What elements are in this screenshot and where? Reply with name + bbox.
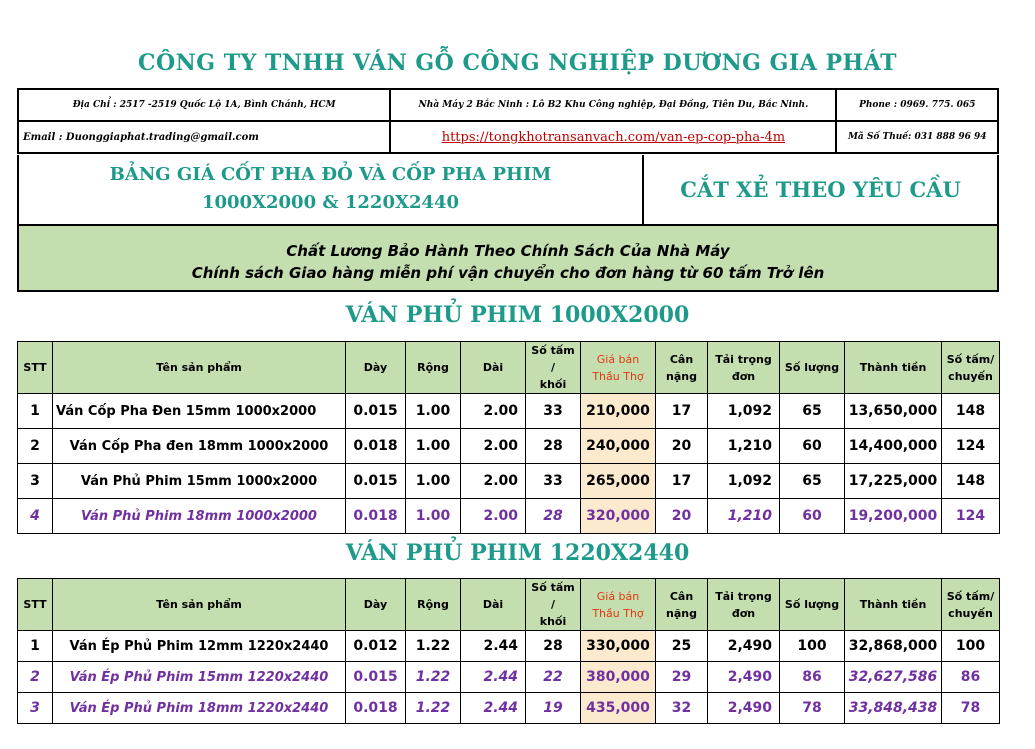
cell-thickness: 0.012: [346, 631, 406, 662]
cell-weight: 29: [656, 662, 708, 693]
cut-to-order-note: CẮT XẺ THEO YÊU CẦU: [680, 177, 961, 202]
table-header-row: [18, 342, 1000, 394]
cell-thickness: 0.018: [346, 693, 406, 724]
cell-product-name: Ván Ép Phủ Phim 18mm 1220x2440: [53, 693, 346, 724]
header-text: chuyến: [948, 606, 993, 620]
price-list-title: [19, 155, 644, 224]
col-price: [581, 342, 656, 394]
section-title-1220x2440: VÁN PHỦ PHIM 1220X2440: [345, 540, 690, 566]
cell-length: 2.44: [461, 631, 526, 662]
cell-stt: 3: [18, 464, 53, 499]
cell-sheets-per-block: 33: [526, 394, 581, 429]
cell-total: 17,225,000: [845, 464, 942, 499]
cell-thickness: 0.018: [346, 429, 406, 464]
header-text: Số tấm /: [531, 581, 575, 611]
cell-price: 435,000: [581, 693, 656, 724]
header-text: khối: [539, 378, 567, 391]
table-row: [18, 429, 1000, 464]
table-header-row: [18, 579, 1000, 631]
cell-sheets-per-trip: 148: [942, 464, 1000, 499]
cell-price: 330,000: [581, 631, 656, 662]
cell-weight: 17: [656, 394, 708, 429]
cell-weight: 17: [656, 464, 708, 499]
cell-length: 2.00: [461, 499, 526, 534]
price-list-banner: [17, 155, 999, 226]
cell-sheets-per-trip: 86: [942, 662, 1000, 693]
header-text: Cân: [669, 352, 694, 366]
cell-total: 14,400,000: [845, 429, 942, 464]
cell-stt: 3: [18, 693, 53, 724]
cell-total: 32,868,000: [845, 631, 942, 662]
cell-load: 1,092: [708, 464, 780, 499]
cell-sheets-per-trip: 124: [942, 429, 1000, 464]
price-table-1000x2000: [17, 341, 1000, 534]
notice-box: [17, 226, 999, 292]
col-thickness: Dày: [346, 579, 406, 631]
col-sheets-per-block: [526, 579, 581, 631]
cell-price: 380,000: [581, 662, 656, 693]
cell-sheets-per-trip: 100: [942, 631, 1000, 662]
phone: Phone : 0969. 775. 065: [836, 89, 998, 121]
header-text: Giá bán: [596, 352, 640, 366]
cell-quantity: 65: [780, 464, 845, 499]
col-weight: [656, 342, 708, 394]
table-row: [18, 394, 1000, 429]
cell-width: 1.22: [406, 693, 461, 724]
cell-width: 1.00: [406, 429, 461, 464]
col-sheets-per-block: [526, 342, 581, 394]
cell-product-name: Ván Phủ Phim 18mm 1000x2000: [53, 499, 346, 534]
cell-sheets-per-trip: 78: [942, 693, 1000, 724]
section-title-1000x2000: VÁN PHỦ PHIM 1000X2000: [345, 302, 690, 328]
cell-load: 1,210: [708, 499, 780, 534]
cell-stt: 1: [18, 394, 53, 429]
cell-load: 2,490: [708, 662, 780, 693]
table-row: [18, 631, 1000, 662]
header-text: nặng: [666, 606, 697, 620]
table-row: [18, 693, 1000, 724]
header-text: Tải trọng: [715, 589, 772, 603]
header-text: đơn: [731, 606, 756, 620]
cell-sheets-per-block: 28: [526, 429, 581, 464]
cell-price: 265,000: [581, 464, 656, 499]
col-total: Thành tiền: [845, 342, 942, 394]
cell-width: 1.22: [406, 631, 461, 662]
company-title: CÔNG TY TNHH VÁN GỖ CÔNG NGHIỆP DƯƠNG GIA PHÁT: [137, 50, 898, 76]
cell-width: 1.00: [406, 394, 461, 429]
col-total: Thành tiền: [845, 579, 942, 631]
col-quantity: Số lượng: [780, 342, 845, 394]
col-load: [708, 579, 780, 631]
header-text: Tải trọng: [715, 352, 772, 366]
col-stt: STT: [18, 342, 53, 394]
cell-length: 2.00: [461, 464, 526, 499]
cell-length: 2.00: [461, 429, 526, 464]
cell-stt: 4: [18, 499, 53, 534]
table-row: [18, 499, 1000, 534]
cell-sheets-per-block: 22: [526, 662, 581, 693]
col-length: Dài: [461, 579, 526, 631]
header-text: đơn: [731, 369, 756, 383]
price-list-title-line2: 1000X2000 & 1220X2440: [201, 192, 460, 213]
cell-stt: 1: [18, 631, 53, 662]
header-text: Thầu Thợ: [592, 606, 644, 620]
cell-stt: 2: [18, 662, 53, 693]
price-list-title-line1: BẢNG GIÁ CỐT PHA ĐỎ VÀ CỐP PHA PHIM: [109, 164, 552, 185]
cell-width: 1.00: [406, 499, 461, 534]
header-text: Giá bán: [596, 589, 640, 603]
col-stt: STT: [18, 579, 53, 631]
table-row: [18, 464, 1000, 499]
cell-price: 210,000: [581, 394, 656, 429]
col-load: [708, 342, 780, 394]
cell-length: 2.44: [461, 662, 526, 693]
cell-product-name: Ván Ép Phủ Phim 15mm 1220x2440: [53, 662, 346, 693]
cell-total: 13,650,000: [845, 394, 942, 429]
cell-quantity: 60: [780, 499, 845, 534]
address: Địa Chỉ : 2517 -2519 Quốc Lộ 1A, Bình Chánh, HCM: [18, 89, 390, 121]
cell-load: 2,490: [708, 693, 780, 724]
col-price: [581, 579, 656, 631]
cell-weight: 20: [656, 429, 708, 464]
col-width: Rộng: [406, 342, 461, 394]
cell-sheets-per-trip: 124: [942, 499, 1000, 534]
cell-weight: 20: [656, 499, 708, 534]
cell-width: 1.00: [406, 464, 461, 499]
col-length: Dài: [461, 342, 526, 394]
cell-sheets-per-trip: 148: [942, 394, 1000, 429]
col-sheets-per-trip: [942, 342, 1000, 394]
cell-product-name: Ván Ép Phủ Phim 12mm 1220x2440: [53, 631, 346, 662]
cell-weight: 32: [656, 693, 708, 724]
col-width: Rộng: [406, 579, 461, 631]
cell-price: 320,000: [581, 499, 656, 534]
delivery-notice: Chính sách Giao hàng miễn phí vận chuyển cho đơn hàng từ 60 tấm Trở lên: [191, 264, 825, 282]
cell-total: 33,848,438: [845, 693, 942, 724]
contact-info-table: [17, 88, 999, 154]
cell-length: 2.44: [461, 693, 526, 724]
cell-product-name: Ván Cốp Pha Đen 15mm 1000x2000: [53, 394, 346, 429]
cell-quantity: 65: [780, 394, 845, 429]
cell-width: 1.22: [406, 662, 461, 693]
header-text: Số tấm/: [946, 352, 995, 366]
cell-quantity: 60: [780, 429, 845, 464]
cell-weight: 25: [656, 631, 708, 662]
col-thickness: Dày: [346, 342, 406, 394]
cell-thickness: 0.015: [346, 662, 406, 693]
header-text: Số tấm /: [531, 344, 575, 374]
factory-address: Nhà Máy 2 Bắc Ninh : Lô B2 Khu Công nghiệp, Đại Đồng, Tiên Du, Bắc Ninh.: [390, 89, 836, 121]
cell-thickness: 0.018: [346, 499, 406, 534]
header-text: nặng: [666, 369, 697, 383]
cell-length: 2.00: [461, 394, 526, 429]
col-product-name: Tên sản phẩm: [53, 342, 346, 394]
email: Email : Duonggiaphat.trading@gmail.com: [18, 121, 390, 153]
header-text: Cân: [669, 589, 694, 603]
cell-sheets-per-block: 19: [526, 693, 581, 724]
cell-quantity: 86: [780, 662, 845, 693]
cell-stt: 2: [18, 429, 53, 464]
cell-sheets-per-block: 28: [526, 631, 581, 662]
cell-sheets-per-block: 33: [526, 464, 581, 499]
tax-code: Mã Số Thuế: 031 888 96 94: [836, 121, 998, 153]
cell-total: 19,200,000: [845, 499, 942, 534]
price-table-1220x2440: [17, 578, 1000, 724]
header-text: chuyến: [948, 369, 993, 383]
col-sheets-per-trip: [942, 579, 1000, 631]
website-link[interactable]: https://tongkhotransanvach.com/van-ep-cop-pha-4m: [390, 121, 836, 153]
header-text: khối: [539, 615, 567, 628]
warranty-notice: Chất Lương Bảo Hành Theo Chính Sách Của Nhà Máy: [286, 242, 730, 260]
header-text: Số tấm/: [946, 589, 995, 603]
col-quantity: Số lượng: [780, 579, 845, 631]
table-row: [18, 662, 1000, 693]
col-product-name: Tên sản phẩm: [53, 579, 346, 631]
cell-thickness: 0.015: [346, 464, 406, 499]
col-weight: [656, 579, 708, 631]
cell-load: 1,092: [708, 394, 780, 429]
cell-quantity: 78: [780, 693, 845, 724]
header-text: Thầu Thợ: [592, 369, 644, 383]
cell-load: 2,490: [708, 631, 780, 662]
cell-sheets-per-block: 28: [526, 499, 581, 534]
cell-product-name: Ván Cốp Pha đen 18mm 1000x2000: [53, 429, 346, 464]
cell-total: 32,627,586: [845, 662, 942, 693]
cell-product-name: Ván Phủ Phim 15mm 1000x2000: [53, 464, 346, 499]
cell-price: 240,000: [581, 429, 656, 464]
cell-quantity: 100: [780, 631, 845, 662]
cell-load: 1,210: [708, 429, 780, 464]
cell-thickness: 0.015: [346, 394, 406, 429]
